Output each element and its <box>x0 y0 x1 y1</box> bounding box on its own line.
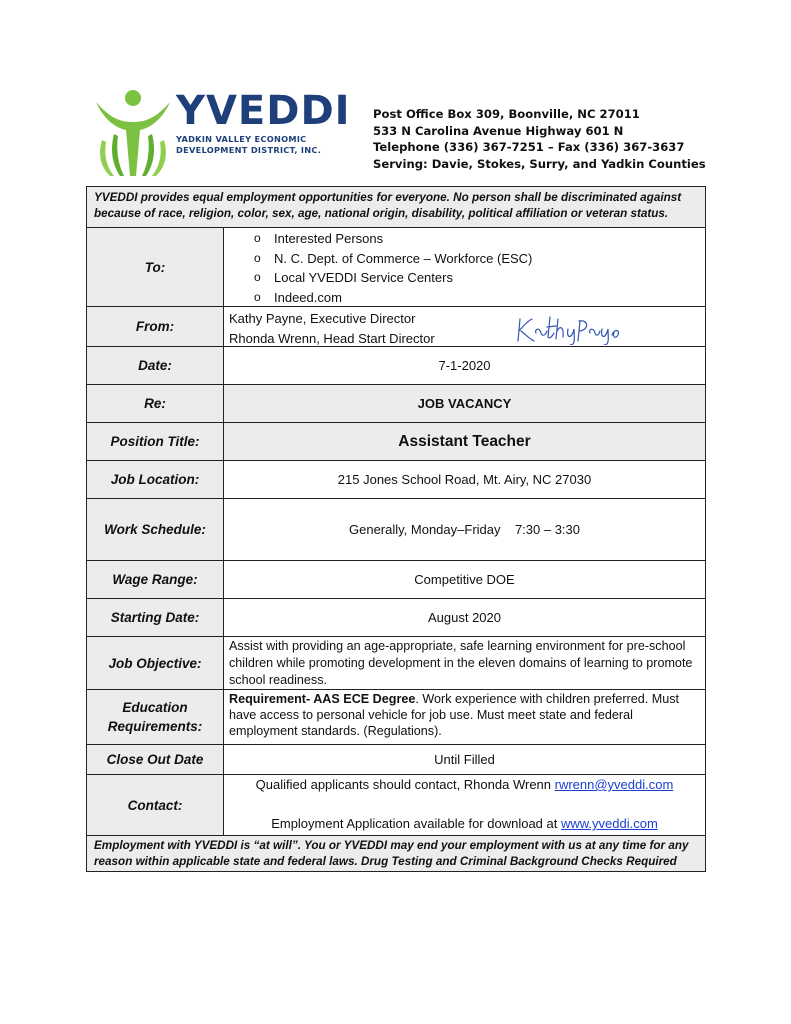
education-value <box>224 690 705 744</box>
re-row <box>87 384 705 422</box>
wage-row <box>87 560 705 598</box>
education-requirement-text: . Work experience with children preferred. Must have access to personal vehicle for job use. Must meet state and federal employment standards. (Regulations). <box>229 692 680 738</box>
contact-line-2 <box>224 816 705 831</box>
start-row <box>87 598 705 636</box>
contact-email-link[interactable]: rwrenn@yveddi.com <box>554 777 674 792</box>
website-link[interactable]: www.yveddi.com <box>560 816 658 831</box>
phone-fax-line: Telephone (336) 367-7251 – Fax (336) 367-3637 <box>373 140 685 154</box>
job-objective-label: Job Objective: <box>87 637 224 689</box>
contact-text: Qualified applicants should contact, Rhonda Wrenn <box>255 777 555 792</box>
logo-figure-icon <box>92 88 174 178</box>
logo-subtitle-1: YADKIN VALLEY ECONOMIC <box>176 134 307 144</box>
contact-line-1 <box>224 777 705 792</box>
application-text: Employment Application available for download at <box>271 816 561 831</box>
education-label <box>87 690 224 744</box>
schedule-row <box>87 498 705 560</box>
objective-row <box>87 636 705 689</box>
from-line-2: Rhonda Wrenn, Head Start Director <box>229 330 435 346</box>
work-schedule-value: Generally, Monday–Friday 7:30 – 3:30 <box>349 522 580 537</box>
re-label: Re: <box>87 385 224 422</box>
at-will-notice-row <box>87 835 705 871</box>
signature-image <box>514 311 624 345</box>
from-label: From: <box>87 307 224 346</box>
wage-range-value: Competitive DOE <box>414 572 515 587</box>
work-schedule-label: Work Schedule: <box>87 499 224 560</box>
position-title-value: Assistant Teacher <box>224 423 705 460</box>
logo-subtitle-2: DEVELOPMENT DISTRICT, INC. <box>176 145 322 155</box>
starting-date-value: August 2020 <box>427 610 501 625</box>
close-out-date-label: Close Out Date <box>87 745 224 774</box>
eeo-notice: YVEDDI provides equal employment opportunities for everyone. No person shall be discriminated against because of race, religion, color, sex, age, national origin, disability, political affiliation or veteran status. <box>87 187 705 227</box>
education-label-line-2: Requirements: <box>107 719 203 734</box>
position-row <box>87 422 705 460</box>
to-row <box>87 227 705 306</box>
to-label: To: <box>87 228 224 306</box>
address-line: Post Office Box 309, Boonville, NC 27011 <box>373 107 640 121</box>
from-line-1: Kathy Payne, Executive Director <box>229 311 416 326</box>
date-label: Date: <box>87 347 224 384</box>
list-item: o Interested Persons <box>254 229 705 249</box>
close-out-date-value: Until Filled <box>434 752 495 767</box>
serving-line: Serving: Davie, Stokes, Surry, and Yadkin Counties <box>373 156 706 171</box>
date-row <box>87 346 705 384</box>
yveddi-logo <box>92 88 351 178</box>
education-label-line-1: Education <box>122 700 188 715</box>
logo-name: YVEDDI <box>176 88 351 134</box>
closeout-row <box>87 744 705 774</box>
address-line: 533 N Carolina Avenue Highway 601 N <box>373 123 624 138</box>
contact-label: Contact: <box>87 775 224 835</box>
date-value: 7-1-2020 <box>438 358 491 373</box>
contact-row <box>87 774 705 835</box>
recipient-list <box>224 229 705 307</box>
at-will-notice: Employment with YVEDDI is “at will”. You or YVEDDI may end your employment with us at any time for any reason within applicable state and federal laws. Drug Testing and Criminal Background Checks Required <box>87 836 705 871</box>
location-row <box>87 460 705 498</box>
re-value: JOB VACANCY <box>224 385 705 422</box>
address-block <box>373 106 706 172</box>
eeo-notice-row <box>87 187 705 227</box>
contact-value <box>224 775 705 835</box>
list-item: o Indeed.com <box>254 288 705 308</box>
education-row <box>87 689 705 744</box>
from-row <box>87 306 705 346</box>
list-item: o Local YVEDDI Service Centers <box>254 268 705 288</box>
wage-range-label: Wage Range: <box>87 561 224 598</box>
position-title-label: Position Title: <box>87 423 224 460</box>
job-vacancy-table <box>86 186 706 872</box>
list-item: o N. C. Dept. of Commerce – Workforce (ESC) <box>254 249 705 269</box>
starting-date-label: Starting Date: <box>87 599 224 636</box>
job-location-label: Job Location: <box>87 461 224 498</box>
job-objective-value: Assist with providing an age-appropriate, safe learning environment for pre-school children while promoting development in the eleven domains of learning to promote school readiness. <box>229 639 693 687</box>
education-requirement-bold: Requirement- AAS ECE Degree <box>229 692 416 706</box>
job-location-value: 215 Jones School Road, Mt. Airy, NC 27030 <box>337 472 592 487</box>
